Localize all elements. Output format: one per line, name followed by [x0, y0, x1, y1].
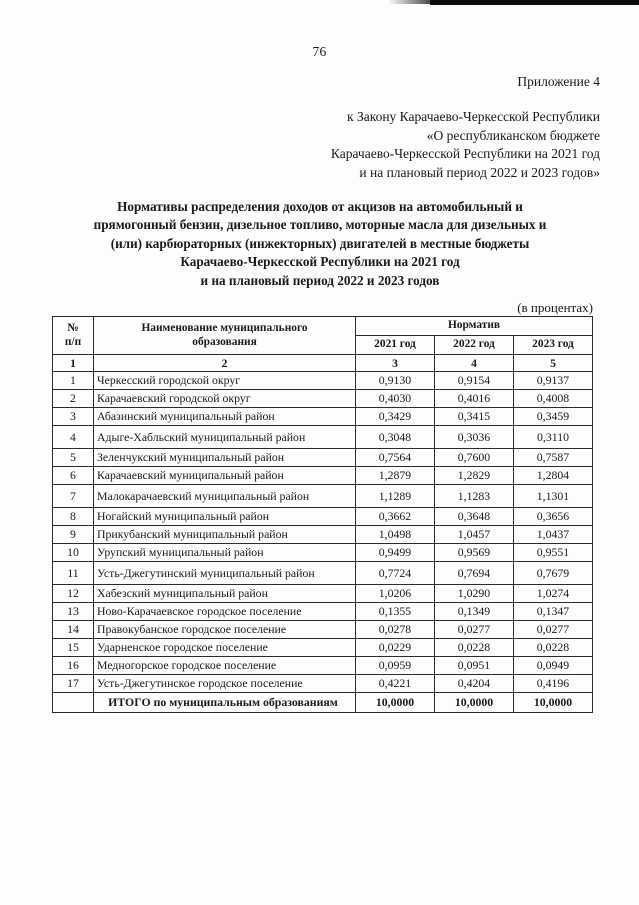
normatives-table: [52, 316, 593, 713]
document-title-line-5: и на плановый период 2022 и 2023 годов: [200, 272, 440, 288]
row-municipality-name: Черкесский городской округ: [94, 372, 356, 390]
table-row: [53, 675, 593, 693]
row-value-2022: 1,0290: [435, 585, 514, 603]
row-value-2021: 0,3048: [356, 426, 435, 449]
column-number-2: 2: [94, 355, 356, 372]
row-value-2023: 1,0274: [514, 585, 593, 603]
row-value-2023: 0,3656: [514, 508, 593, 526]
row-number: 5: [53, 449, 94, 467]
row-value-2021: 0,3662: [356, 508, 435, 526]
row-number: 7: [53, 485, 94, 508]
row-value-2023: 0,9551: [514, 544, 593, 562]
row-number: 4: [53, 426, 94, 449]
row-number: 11: [53, 562, 94, 585]
units-note: (в процентах): [517, 300, 593, 315]
row-municipality-name: Ударненское городское поселение: [94, 639, 356, 657]
row-value-2021: 1,1289: [356, 485, 435, 508]
row-municipality-name: Адыге-Хабльский муниципальный район: [94, 426, 356, 449]
total-value-2022: 10,0000: [435, 693, 514, 713]
row-value-2022: 0,0951: [435, 657, 514, 675]
row-number: 3: [53, 408, 94, 426]
row-value-2021: 0,9130: [356, 372, 435, 390]
table-row: [53, 449, 593, 467]
row-value-2021: 1,2879: [356, 467, 435, 485]
row-value-2023: 1,0437: [514, 526, 593, 544]
table-row: [53, 562, 593, 585]
law-reference-line-1: к Закону Карачаево-Черкесской Республики: [347, 109, 600, 124]
row-municipality-name: Ново-Карачаевское городское поселение: [94, 603, 356, 621]
column-header-name-line-2: образования: [192, 335, 257, 348]
table-header: [53, 317, 593, 372]
column-header-name: [94, 317, 356, 355]
row-municipality-name: Карачаевский муниципальный район: [94, 467, 356, 485]
row-municipality-name: Карачаевский городской округ: [94, 390, 356, 408]
row-municipality-name: Зеленчукский муниципальный район: [94, 449, 356, 467]
row-value-2021: 0,9499: [356, 544, 435, 562]
row-value-2021: 1,0498: [356, 526, 435, 544]
row-number: 9: [53, 526, 94, 544]
row-value-2022: 0,0228: [435, 639, 514, 657]
table-body: [53, 372, 593, 713]
table-row: [53, 372, 593, 390]
column-number-4: 4: [435, 355, 514, 372]
table-column-number-row: [53, 355, 593, 372]
row-municipality-name: Урупский муниципальный район: [94, 544, 356, 562]
row-value-2022: 0,7694: [435, 562, 514, 585]
table-total-row: [53, 693, 593, 713]
row-value-2021: 0,0229: [356, 639, 435, 657]
table-row: [53, 426, 593, 449]
row-municipality-name: Абазинский муниципальный район: [94, 408, 356, 426]
row-value-2022: 0,9154: [435, 372, 514, 390]
document-title: [55, 198, 585, 290]
column-header-number: [53, 317, 94, 355]
row-value-2021: 0,0959: [356, 657, 435, 675]
row-value-2023: 0,7587: [514, 449, 593, 467]
row-value-2023: 0,4196: [514, 675, 593, 693]
row-value-2022: 0,4204: [435, 675, 514, 693]
law-reference-block: [180, 108, 600, 182]
row-value-2022: 0,7600: [435, 449, 514, 467]
row-value-2021: 0,4030: [356, 390, 435, 408]
row-value-2022: 1,2829: [435, 467, 514, 485]
page-number: 76: [312, 44, 327, 59]
document-title-line-3: (или) карбюраторных (инжекторных) двигателей в местные бюджеты: [110, 235, 530, 251]
row-number: 16: [53, 657, 94, 675]
row-value-2022: 0,3648: [435, 508, 514, 526]
column-header-year-2023: 2023 год: [514, 336, 593, 355]
row-number: 10: [53, 544, 94, 562]
row-value-2023: 0,0277: [514, 621, 593, 639]
law-reference-line-4: и на плановый период 2022 и 2023 годов»: [359, 164, 600, 180]
row-value-2023: 1,1301: [514, 485, 593, 508]
law-reference-line-3: Карачаево-Черкесской Республики на 2021 год: [330, 146, 600, 161]
row-value-2022: 1,1283: [435, 485, 514, 508]
table-row: [53, 621, 593, 639]
table-row: [53, 639, 593, 657]
row-municipality-name: Медногорское городское поселение: [94, 657, 356, 675]
row-value-2023: 1,2804: [514, 467, 593, 485]
row-number: 12: [53, 585, 94, 603]
law-reference-line-2: «О республиканском бюджете: [426, 127, 600, 143]
row-municipality-name: Правокубанское городское поселение: [94, 621, 356, 639]
row-number: 14: [53, 621, 94, 639]
row-municipality-name: Малокарачаевский муниципальный район: [94, 485, 356, 508]
table-row: [53, 526, 593, 544]
document-title-line-4: Карачаево-Черкесской Республики на 2021 год: [180, 254, 460, 270]
table-row: [53, 467, 593, 485]
row-value-2022: 0,3036: [435, 426, 514, 449]
row-value-2023: 0,3110: [514, 426, 593, 449]
column-header-name-line-1: Наименование муниципального: [141, 322, 308, 334]
row-value-2023: 0,0949: [514, 657, 593, 675]
table-row: [53, 485, 593, 508]
total-value-2021: 10,0000: [356, 693, 435, 713]
row-number: 1: [53, 372, 94, 390]
row-value-2022: 0,1349: [435, 603, 514, 621]
row-value-2023: 0,3459: [514, 408, 593, 426]
row-number: 17: [53, 675, 94, 693]
row-municipality-name: Усть-Джегутинское городское поселение: [94, 675, 356, 693]
row-value-2023: 0,9137: [514, 372, 593, 390]
row-value-2021: 0,0278: [356, 621, 435, 639]
row-value-2023: 0,0228: [514, 639, 593, 657]
document-title-line-1: Нормативы распределения доходов от акцизов на автомобильный и: [117, 199, 523, 214]
appendix-label: Приложение 4: [517, 74, 600, 89]
row-value-2023: 0,7679: [514, 562, 593, 585]
row-value-2021: 0,3429: [356, 408, 435, 426]
row-value-2021: 0,1355: [356, 603, 435, 621]
column-header-year-2022: 2022 год: [435, 336, 514, 355]
table-row: [53, 544, 593, 562]
row-value-2023: 0,1347: [514, 603, 593, 621]
total-row-label: ИТОГО по муниципальным образованиям: [94, 693, 356, 713]
row-value-2021: 0,4221: [356, 675, 435, 693]
row-number: 6: [53, 467, 94, 485]
row-value-2022: 0,0277: [435, 621, 514, 639]
row-value-2022: 0,4016: [435, 390, 514, 408]
row-value-2021: 1,0206: [356, 585, 435, 603]
table-header-row-main: [53, 317, 593, 336]
scan-edge-artifact: [430, 0, 639, 5]
row-value-2022: 1,0457: [435, 526, 514, 544]
column-number-1: 1: [53, 355, 94, 372]
column-header-number-line-1: №: [67, 322, 79, 334]
table-row: [53, 390, 593, 408]
column-header-number-line-2: п/п: [64, 335, 82, 348]
row-municipality-name: Хабезский муниципальный район: [94, 585, 356, 603]
row-value-2023: 0,4008: [514, 390, 593, 408]
table-row: [53, 408, 593, 426]
total-row-number: [53, 693, 94, 713]
table-row: [53, 508, 593, 526]
table-row: [53, 657, 593, 675]
total-value-2023: 10,0000: [514, 693, 593, 713]
row-municipality-name: Прикубанский муниципальный район: [94, 526, 356, 544]
row-number: 15: [53, 639, 94, 657]
table-row: [53, 585, 593, 603]
row-municipality-name: Усть-Джегутинский муниципальный район: [94, 562, 356, 585]
table-row: [53, 603, 593, 621]
row-value-2022: 0,9569: [435, 544, 514, 562]
row-number: 8: [53, 508, 94, 526]
document-title-line-2: прямогонный бензин, дизельное топливо, моторные масла для дизельных и: [93, 217, 547, 233]
row-value-2021: 0,7564: [356, 449, 435, 467]
row-municipality-name: Ногайский муниципальный район: [94, 508, 356, 526]
column-header-normative-group: Норматив: [356, 317, 593, 336]
row-value-2022: 0,3415: [435, 408, 514, 426]
row-number: 13: [53, 603, 94, 621]
row-value-2021: 0,7724: [356, 562, 435, 585]
column-header-year-2021: 2021 год: [356, 336, 435, 355]
row-number: 2: [53, 390, 94, 408]
column-number-3: 3: [356, 355, 435, 372]
column-number-5: 5: [514, 355, 593, 372]
